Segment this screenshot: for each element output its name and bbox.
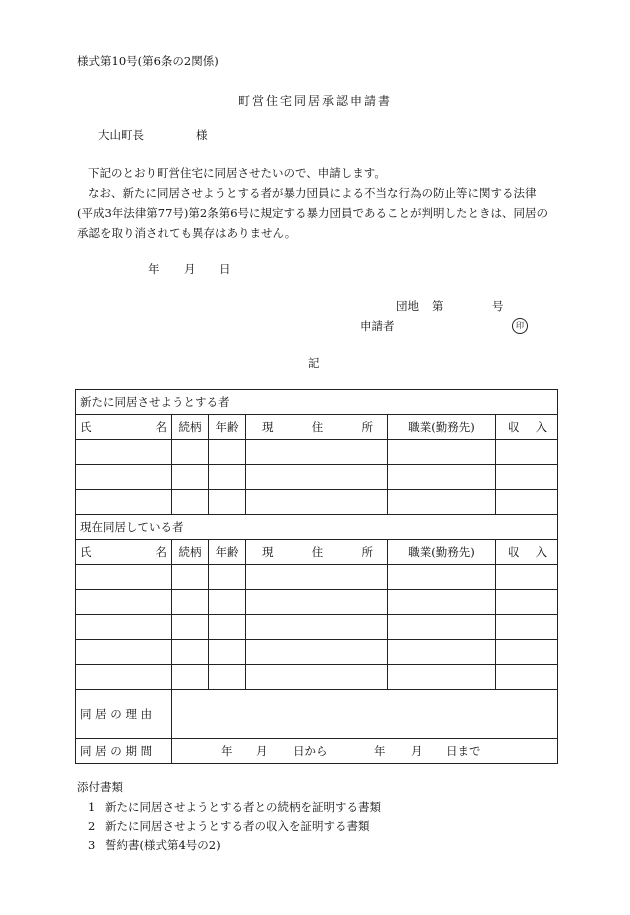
job-cell[interactable] — [388, 640, 496, 665]
header-relation: 続柄 — [172, 540, 209, 565]
age-cell[interactable] — [209, 465, 246, 490]
table-row — [76, 490, 558, 515]
period-day-to: 日まで — [446, 744, 481, 758]
job-cell[interactable] — [388, 665, 496, 690]
dai-label: 第 — [432, 299, 444, 313]
name-cell[interactable] — [76, 665, 172, 690]
period-month-to: 月 — [411, 744, 423, 758]
name-cell[interactable] — [76, 440, 172, 465]
body-line-4: 承認を取り消されても異存はありません。 — [77, 226, 297, 240]
relation-cell[interactable] — [172, 490, 209, 515]
address-cell[interactable] — [246, 490, 388, 515]
reason-label: 同 居 の 理 由 — [76, 690, 172, 739]
header-address: 現 住 所 — [246, 415, 388, 440]
relation-cell[interactable] — [172, 465, 209, 490]
addressee: 大山町長 — [98, 128, 144, 142]
body-line-1: 下記のとおり町営住宅に同居させたいので、申請します。 — [88, 166, 386, 180]
applicant-label: 申請者 — [360, 319, 395, 333]
name-cell[interactable] — [76, 590, 172, 615]
age-cell[interactable] — [209, 615, 246, 640]
date-month: 月 — [184, 262, 196, 276]
header-job: 職業(勤務先) — [388, 415, 496, 440]
address-cell[interactable] — [246, 665, 388, 690]
period-day-from: 日から — [293, 744, 328, 758]
age-cell[interactable] — [209, 590, 246, 615]
attachment-item-3: 誓約書(様式第4号の2) — [105, 838, 221, 852]
relation-cell[interactable] — [172, 615, 209, 640]
period-year-to: 年 — [374, 744, 386, 758]
income-cell[interactable] — [496, 665, 558, 690]
relation-cell[interactable] — [172, 565, 209, 590]
age-cell[interactable] — [209, 490, 246, 515]
relation-cell[interactable] — [172, 440, 209, 465]
attachment-item-2: 新たに同居させようとする者の収入を証明する書類 — [105, 819, 370, 833]
header-name: 氏 名 — [76, 415, 172, 440]
header-row-current — [76, 540, 558, 565]
date-day: 日 — [219, 262, 231, 276]
danchi-label: 団地 — [396, 299, 419, 313]
reason-input-cell[interactable] — [172, 690, 558, 739]
document-title: 町営住宅同居承認申請書 — [237, 94, 392, 108]
period-year-from: 年 — [221, 744, 233, 758]
address-cell[interactable] — [246, 465, 388, 490]
section-current-label: 現在同居している者 — [76, 515, 558, 540]
table-row — [76, 465, 558, 490]
period-value-cell[interactable] — [172, 739, 558, 764]
income-cell[interactable] — [496, 615, 558, 640]
header-job: 職業(勤務先) — [388, 540, 496, 565]
relation-cell[interactable] — [172, 665, 209, 690]
table-row — [76, 590, 558, 615]
name-cell[interactable] — [76, 615, 172, 640]
job-cell[interactable] — [388, 590, 496, 615]
income-cell[interactable] — [496, 565, 558, 590]
attachments-title: 添付書類 — [77, 780, 123, 794]
age-cell[interactable] — [209, 565, 246, 590]
attachment-num-2: 2 — [88, 819, 96, 833]
header-row-new — [76, 415, 558, 440]
period-label: 同 居 の 期 間 — [76, 739, 172, 764]
header-age: 年齢 — [209, 415, 246, 440]
seal-mark: 印 — [512, 318, 528, 334]
address-cell[interactable] — [246, 640, 388, 665]
period-row — [76, 739, 558, 764]
header-name: 氏 名 — [76, 540, 172, 565]
cohabitant-table — [75, 389, 558, 764]
header-income: 収 入 — [496, 540, 558, 565]
relation-cell[interactable] — [172, 640, 209, 665]
address-cell[interactable] — [246, 440, 388, 465]
body-line-2: なお、新たに同居させようとする者が暴力団員による不当な行為の防止等に関する法律 — [88, 186, 537, 200]
go-label: 号 — [492, 299, 504, 313]
reason-row — [76, 690, 558, 739]
table-row — [76, 615, 558, 640]
attachment-num-1: 1 — [88, 800, 96, 814]
income-cell[interactable] — [496, 640, 558, 665]
job-cell[interactable] — [388, 565, 496, 590]
header-relation: 続柄 — [172, 415, 209, 440]
name-cell[interactable] — [76, 565, 172, 590]
name-cell[interactable] — [76, 490, 172, 515]
income-cell[interactable] — [496, 490, 558, 515]
table-row — [76, 565, 558, 590]
address-cell[interactable] — [246, 590, 388, 615]
age-cell[interactable] — [209, 440, 246, 465]
job-cell[interactable] — [388, 440, 496, 465]
section-row-current — [76, 515, 558, 540]
age-cell[interactable] — [209, 640, 246, 665]
table-row — [76, 640, 558, 665]
age-cell[interactable] — [209, 665, 246, 690]
job-cell[interactable] — [388, 490, 496, 515]
attachment-item-1: 新たに同居させようとする者との続柄を証明する書類 — [105, 800, 381, 814]
header-income: 収 入 — [496, 415, 558, 440]
header-address: 現 住 所 — [246, 540, 388, 565]
ki-heading: 記 — [308, 356, 320, 370]
table-row — [76, 665, 558, 690]
date-year: 年 — [148, 262, 160, 276]
income-cell[interactable] — [496, 465, 558, 490]
name-cell[interactable] — [76, 640, 172, 665]
attachment-num-3: 3 — [88, 838, 96, 852]
job-cell[interactable] — [388, 615, 496, 640]
header-age: 年齢 — [209, 540, 246, 565]
address-cell[interactable] — [246, 565, 388, 590]
section-new-label: 新たに同居させようとする者 — [76, 390, 558, 415]
address-cell[interactable] — [246, 615, 388, 640]
table-row — [76, 440, 558, 465]
relation-cell[interactable] — [172, 590, 209, 615]
income-cell[interactable] — [496, 440, 558, 465]
form-number-label: 様式第10号(第6条の2関係) — [77, 54, 219, 68]
income-cell[interactable] — [496, 590, 558, 615]
job-cell[interactable] — [388, 465, 496, 490]
body-line-3: (平成3年法律第77号)第2条第6号に規定する暴力団員であることが判明したときは、同居の — [77, 206, 549, 220]
honorific: 様 — [196, 128, 208, 142]
section-row-new — [76, 390, 558, 415]
period-month-from: 月 — [256, 744, 268, 758]
name-cell[interactable] — [76, 465, 172, 490]
